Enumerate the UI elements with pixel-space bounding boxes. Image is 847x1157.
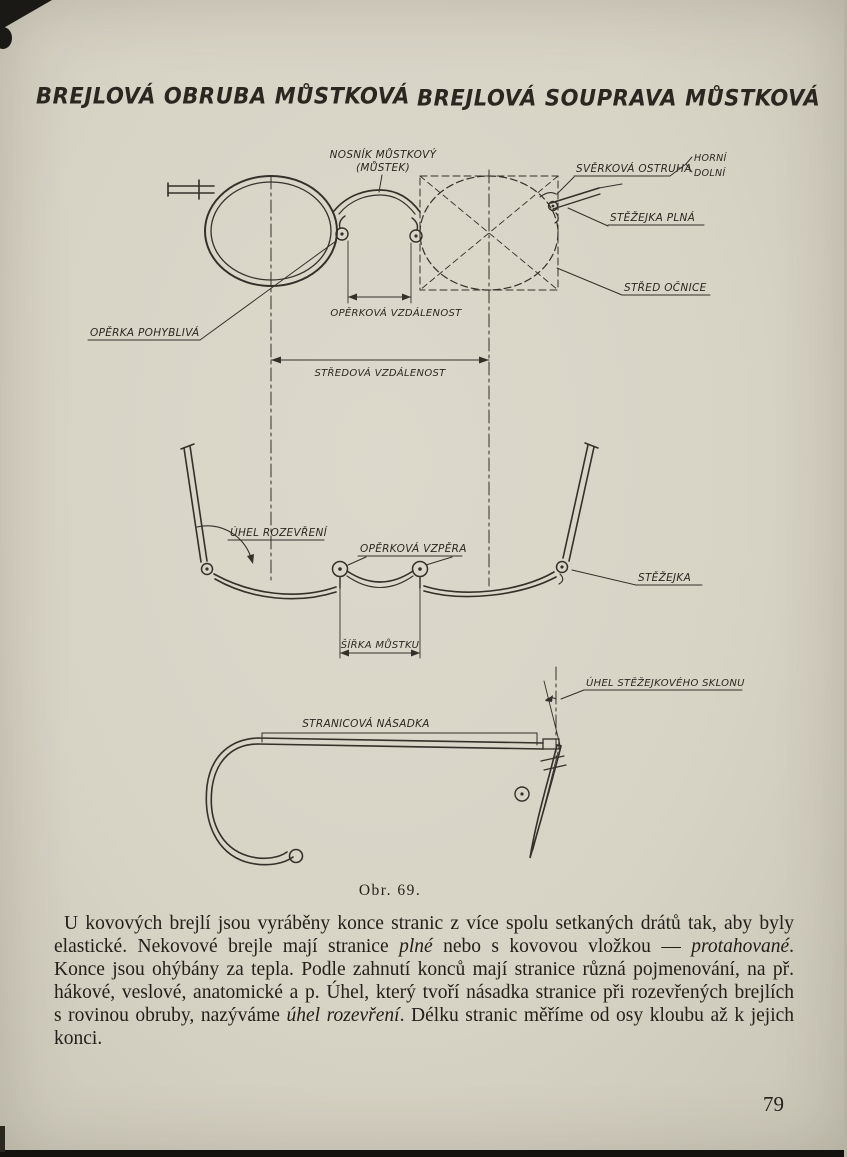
label-stezejka: STĚŽEJKA	[638, 572, 692, 584]
edge-blot	[0, 27, 12, 49]
body-italic-protahovane: protahované	[691, 936, 790, 957]
body-segment: nebo s kovovou vložkou —	[432, 936, 692, 957]
heading-right: BREJLOVÁ SOUPRAVA MŮSTKOVÁ	[417, 85, 821, 111]
side-view-diagram	[206, 667, 745, 865]
lens-axis-line	[544, 681, 560, 745]
figure-caption: Obr. 69.	[358, 882, 422, 899]
leader-vzpera-right	[426, 557, 452, 565]
pad-distance-dimension	[348, 241, 411, 303]
label-operkova-vzdalenost: OPĚRKOVÁ VZDÁLENOST	[330, 308, 462, 319]
heading-left: BREJLOVÁ OBRUBA MŮSTKOVÁ	[36, 83, 411, 109]
leader-operka-pohybliva	[200, 241, 336, 340]
body-italic-plne: plné	[399, 936, 433, 957]
label-operkova-vzpera: OPĚRKOVÁ VZPĚRA	[360, 543, 467, 555]
label-sverkova-ostruha: SVĚRKOVÁ OSTRUHA	[576, 163, 692, 175]
label-nosnik-mustkovy: NOSNÍK MŮSTKOVÝ	[329, 149, 437, 161]
leader-sverkova	[557, 177, 574, 194]
left-endpiece	[168, 180, 214, 199]
label-uhel-rozevreni: ÚHEL ROZEVŘENÍ	[230, 527, 328, 539]
temple-arm-side-view	[258, 738, 543, 749]
body-paragraph	[54, 912, 794, 1050]
top-view-diagram	[181, 443, 702, 658]
leader-stred-ocnice	[557, 268, 622, 295]
label-stredova-vzdalenost: STŘEDOVÁ VZDÁLENOST	[314, 368, 446, 379]
label-operka-pohybliva: OPĚRKA POHYBLIVÁ	[90, 327, 200, 339]
left-temple-top-view	[181, 444, 207, 562]
body-segment: . Konce jsou ohýbány za tepla. Podle zahnutí konců mají stranice různá pojmenování, na př. hákové, veslové, anatomické a p. Úhel, který tvoří násadka stranice při rozevřených brejlích s rovinou obruby, nazýváme	[54, 936, 794, 1026]
pad-support-loops	[333, 562, 428, 589]
label-mustek: (MŮSTEK)	[356, 162, 410, 174]
bridge	[334, 190, 420, 214]
lens-cross-section	[515, 745, 566, 858]
body-segment: . Délku stranic měříme od osy kloubu až k jejich konci.	[54, 1005, 795, 1049]
front-view-diagram	[88, 148, 728, 586]
label-sirka-mustku: ŠÍŘKA MŮSTKU	[340, 640, 420, 651]
leader-vzpera-left	[348, 557, 366, 565]
label-stranicova-nasadka: STRANICOVÁ NÁSADKA	[302, 718, 430, 730]
leader-stezejka-plna	[568, 208, 608, 226]
label-horni: HORNÍ	[694, 153, 727, 164]
label-uhel-stezejkoveho-sklonu: ÚHEL STĚŽEJKOVÉHO SKLONU	[586, 678, 745, 689]
frame-front-top-view	[214, 572, 556, 599]
tilt-angle-arc	[545, 695, 556, 702]
body-italic-uhel-rozevreni: úhel rozevření	[286, 1005, 400, 1026]
temple-end-hook	[206, 738, 302, 865]
center-distance-dimension	[271, 357, 489, 364]
leader-stezejka	[572, 570, 636, 585]
left-hinge	[202, 564, 213, 575]
body-segment: U kovových brejlí jsou vyráběny konce stranic z více spolu setkaných drátů tak, aby byly elastické. Nekovové brejle mají stranice	[54, 913, 794, 957]
label-stred-ocnice: STŘED OČNICE	[624, 282, 707, 294]
left-edge-smudge	[0, 1126, 5, 1152]
label-dolni: DOLNÍ	[694, 168, 726, 179]
corner-mark	[0, 0, 52, 30]
bottom-edge-shadow	[0, 1150, 847, 1157]
label-stezejka-plna: STĚŽEJKA PLNÁ	[610, 212, 696, 224]
right-temple-top-view	[563, 443, 598, 561]
leader-uhel-sklonu	[561, 690, 584, 699]
right-hinge	[557, 562, 568, 585]
page-number: 79	[763, 1092, 784, 1116]
